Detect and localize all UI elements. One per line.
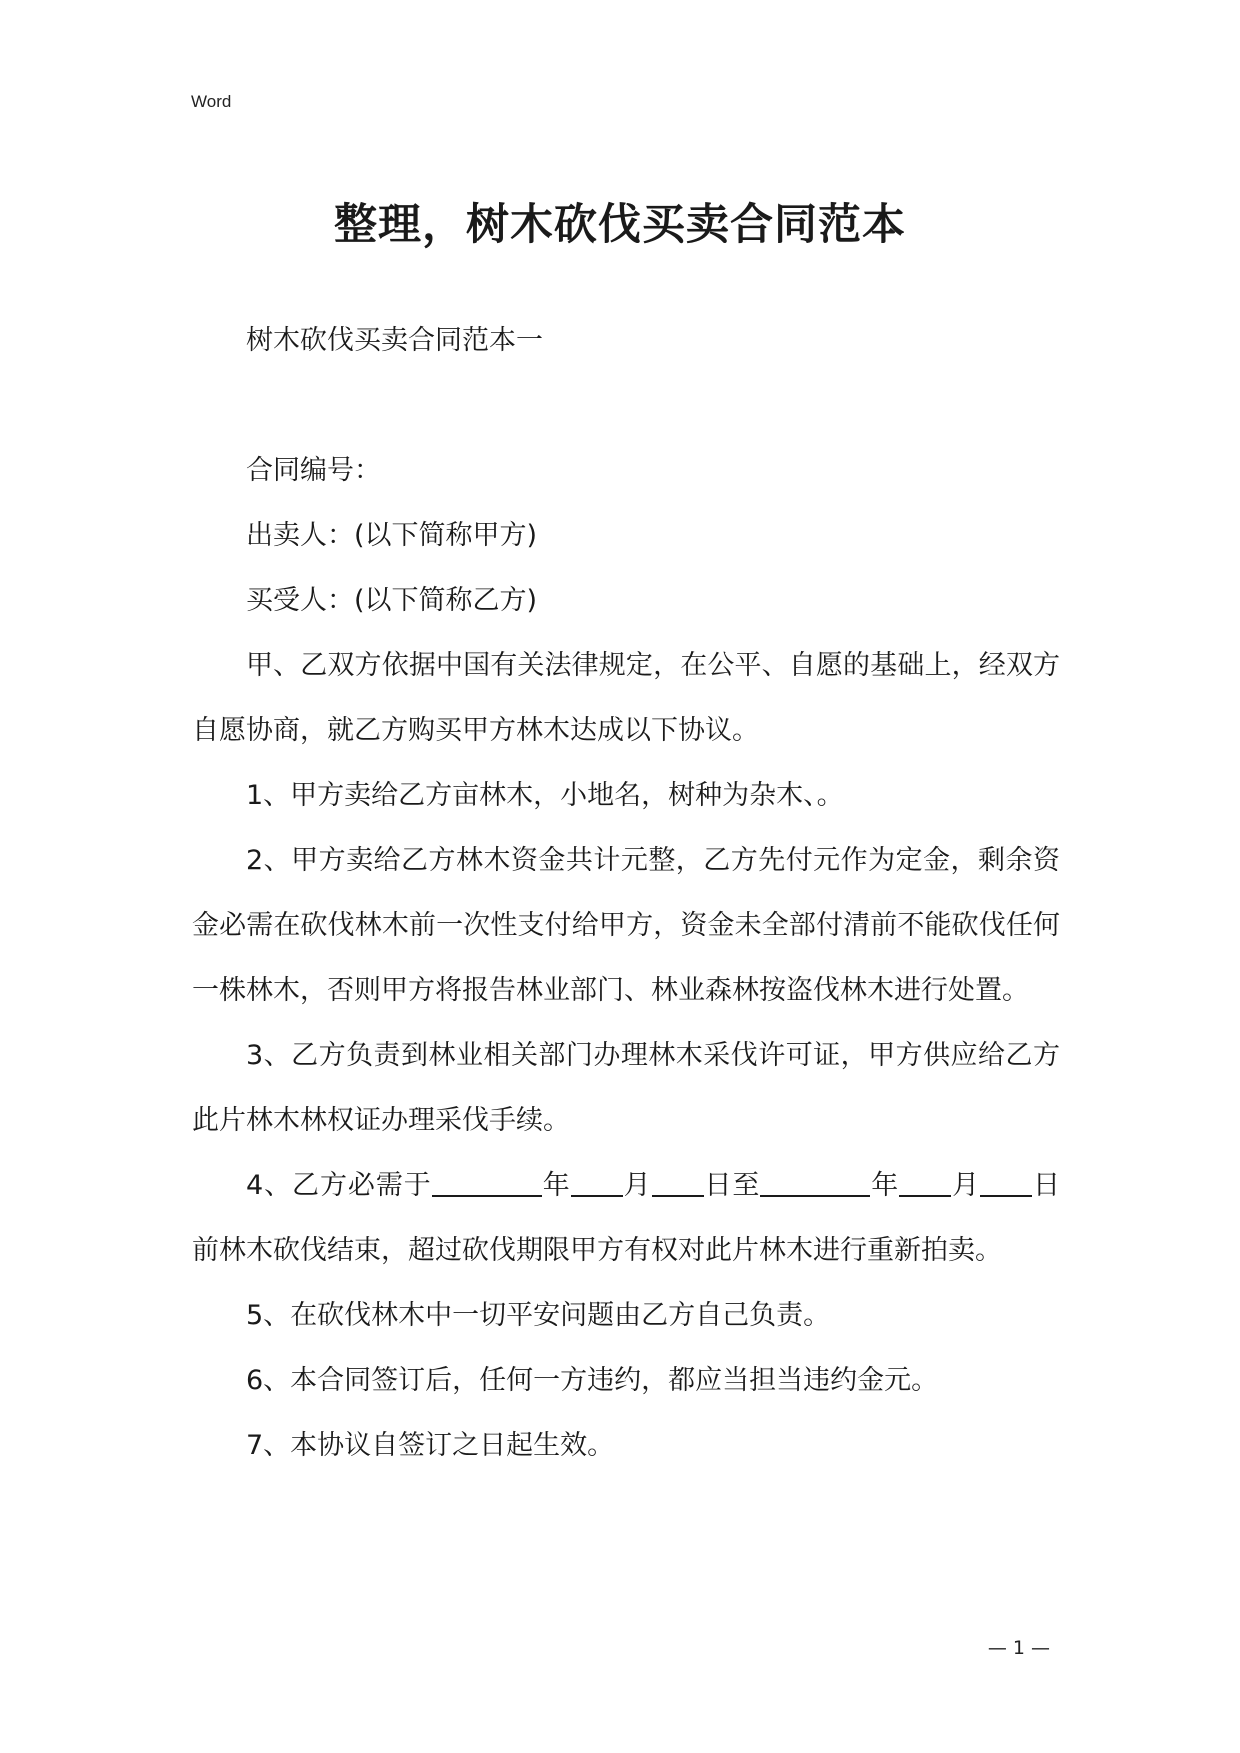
- clause-4: [192, 1153, 1060, 1283]
- header-label: Word: [191, 92, 232, 111]
- blank-day-start: [652, 1167, 704, 1197]
- clause-4-prefix: 4、乙方必需于: [246, 1170, 432, 1201]
- blank-year-end: [760, 1167, 870, 1197]
- document-subtitle: 树木砍伐买卖合同范本一: [246, 325, 543, 356]
- blank-month-end: [899, 1167, 951, 1197]
- clause-4-month-1: 月: [622, 1170, 652, 1201]
- clause-7: 7、本协议自签订之日起生效。: [246, 1430, 615, 1461]
- blank-year-start: [432, 1167, 542, 1197]
- document-title: 整理，树木砍伐买卖合同范本: [334, 200, 906, 250]
- clause-4-year-2: 年: [870, 1170, 900, 1201]
- page-number: — 1 —: [987, 1637, 1050, 1659]
- contract-number-label: 合同编号：: [246, 455, 381, 486]
- clause-1: 1、甲方卖给乙方亩林木，小地名，树种为杂木、。: [246, 780, 844, 811]
- document-body: [192, 308, 1060, 1478]
- blank-day-end: [980, 1167, 1032, 1197]
- seller-label: 出卖人：(以下简称甲方): [246, 520, 538, 551]
- clause-2: 2、甲方卖给乙方林木资金共计元整，乙方先付元作为定金，剩余资金必需在砍伐林木前一次性支付给甲方，资金未全部付清前不能砍伐任何一株林木，否则甲方将报告林业部门、林业森林按盗伐林木进行处置。: [192, 845, 1060, 1006]
- clause-6: 6、本合同签订后，任何一方违约，都应当担当违约金元。: [246, 1365, 939, 1396]
- clause-4-month-2: 月: [951, 1170, 981, 1201]
- clause-4-day-to: 日至: [703, 1170, 761, 1201]
- blank-month-start: [571, 1167, 623, 1197]
- clause-4-year-1: 年: [541, 1170, 571, 1201]
- buyer-label: 买受人：(以下简称乙方): [246, 585, 538, 616]
- preamble-paragraph: 甲、乙双方依据中国有关法律规定，在公平、自愿的基础上，经双方自愿协商，就乙方购买甲方林木达成以下协议。: [192, 650, 1060, 746]
- clause-5: 5、在砍伐林木中一切平安问题由乙方自己负责。: [246, 1300, 831, 1331]
- clause-3: 3、乙方负责到林业相关部门办理林木采伐许可证，甲方供应给乙方此片林木林权证办理采伐手续。: [192, 1040, 1060, 1136]
- clause-4-suffix: 日前林木砍伐结束，超过砍伐期限甲方有权对此片林木进行重新拍卖。: [192, 1170, 1060, 1266]
